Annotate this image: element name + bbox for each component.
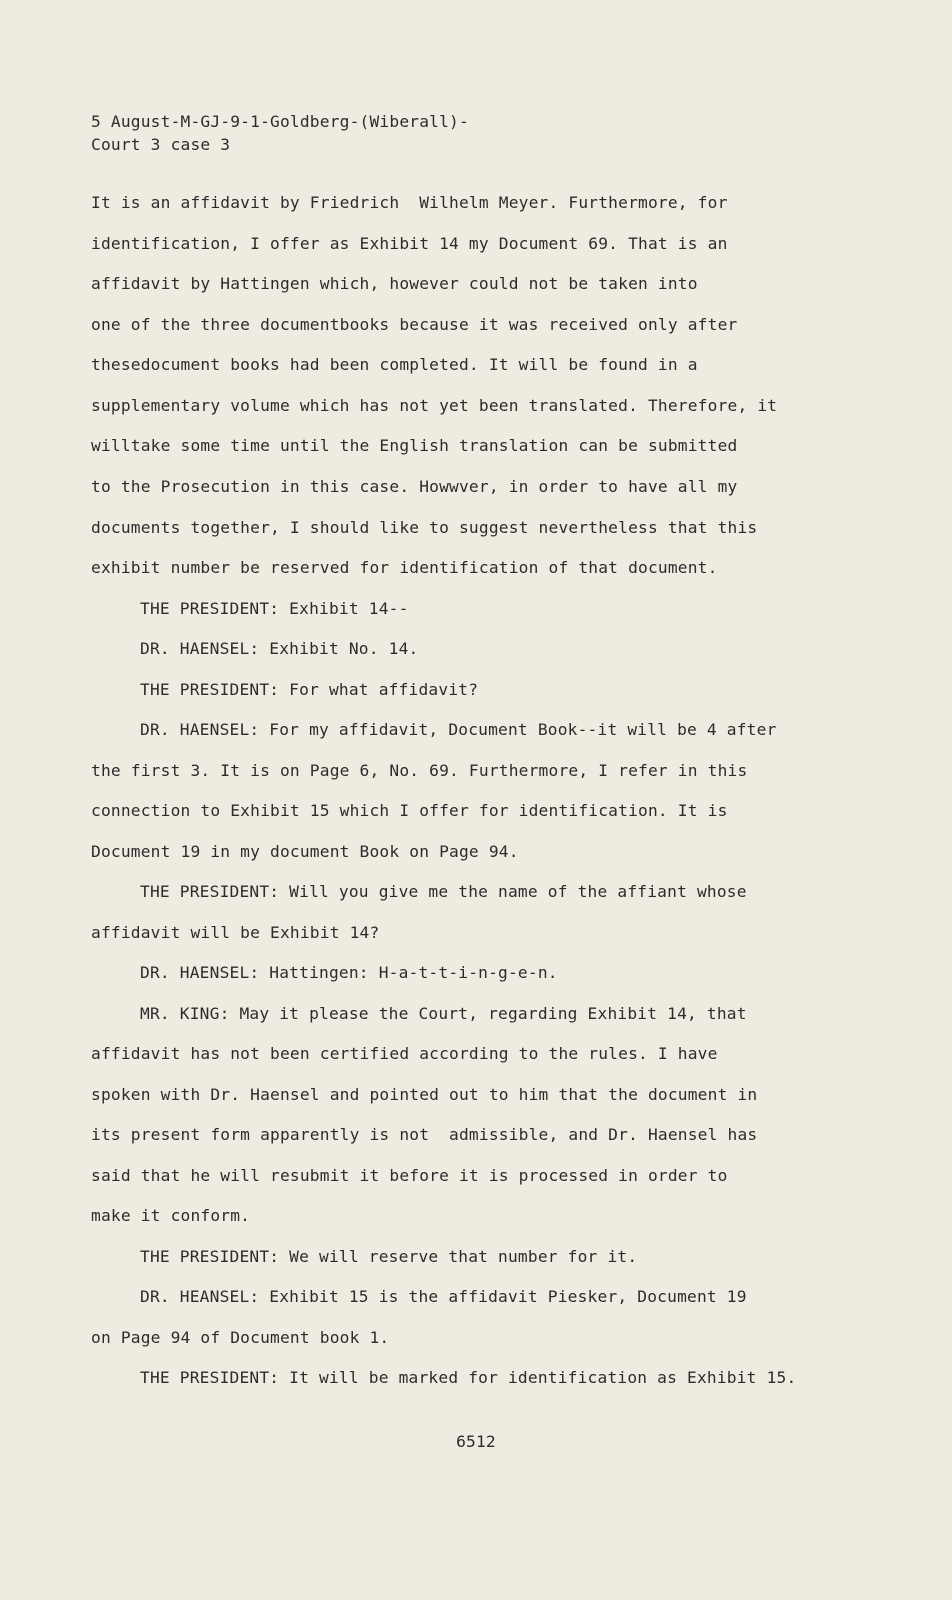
- text-line: It is an affidavit by Friedrich Wilhelm Meyer. Furthermore, for: [91, 193, 728, 212]
- speaker-line: MR. KING: May it please the Court, regarding Exhibit 14, that: [140, 1004, 747, 1023]
- document-header: [91, 110, 469, 156]
- text-line: thesedocument books had been completed. It will be found in a: [91, 355, 698, 374]
- speaker-line: THE PRESIDENT: Exhibit 14--: [140, 599, 409, 618]
- text-line: one of the three documentbooks because it was received only after: [91, 315, 738, 334]
- text-line: willtake some time until the English translation can be submitted: [91, 436, 738, 455]
- text-line: Document 19 in my document Book on Page 94.: [91, 842, 519, 861]
- speaker-line: THE PRESIDENT: Will you give me the name of the affiant whose: [140, 882, 747, 901]
- text-line: said that he will resubmit it before it is processed in order to: [91, 1166, 728, 1185]
- text-line: make it conform.: [91, 1206, 251, 1225]
- header-court-line: Court 3 case 3: [91, 135, 231, 154]
- text-line: its present form apparently is not admissible, and Dr. Haensel has: [91, 1125, 758, 1144]
- speaker-line: THE PRESIDENT: It will be marked for identification as Exhibit 15.: [140, 1368, 797, 1387]
- text-line: affidavit will be Exhibit 14?: [91, 923, 380, 942]
- text-line: affidavit has not been certified according to the rules. I have: [91, 1044, 718, 1063]
- speaker-line: THE PRESIDENT: For what affidavit?: [140, 680, 479, 699]
- text-line: the first 3. It is on Page 6, No. 69. Furthermore, I refer in this: [91, 761, 748, 780]
- speaker-line: DR. HAENSEL: Exhibit No. 14.: [140, 639, 419, 658]
- text-line: to the Prosecution in this case. Howwver, in order to have all my: [91, 477, 738, 496]
- speaker-line: DR. HEANSEL: Exhibit 15 is the affidavit Piesker, Document 19: [140, 1287, 747, 1306]
- text-line: affidavit by Hattingen which, however could not be taken into: [91, 274, 698, 293]
- page-number: 6512: [456, 1432, 496, 1451]
- text-line: documents together, I should like to suggest nevertheless that this: [91, 518, 758, 537]
- text-line: identification, I offer as Exhibit 14 my Document 69. That is an: [91, 234, 728, 253]
- text-line: connection to Exhibit 15 which I offer for identification. It is: [91, 801, 728, 820]
- header-session-line: 5 August-M-GJ-9-1-Goldberg-(Wiberall)-: [91, 112, 469, 131]
- text-line: spoken with Dr. Haensel and pointed out to him that the document in: [91, 1085, 758, 1104]
- text-line: supplementary volume which has not yet been translated. Therefore, it: [91, 396, 778, 415]
- speaker-line: DR. HAENSEL: Hattingen: H-a-t-t-i-n-g-e-n.: [140, 963, 558, 982]
- speaker-line: THE PRESIDENT: We will reserve that number for it.: [140, 1247, 638, 1266]
- text-line: exhibit number be reserved for identification of that document.: [91, 558, 718, 577]
- speaker-line: DR. HAENSEL: For my affidavit, Document Book--it will be 4 after: [140, 720, 777, 739]
- text-line: on Page 94 of Document book 1.: [91, 1328, 390, 1347]
